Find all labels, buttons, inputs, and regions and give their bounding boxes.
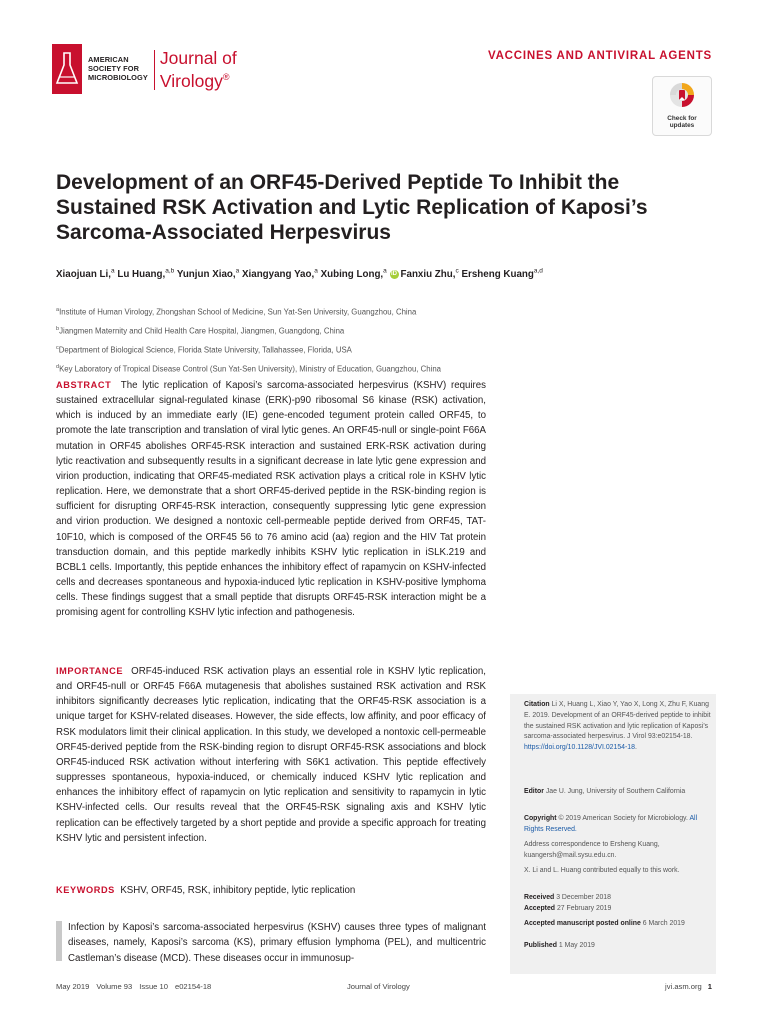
orcid-icon[interactable]: iD xyxy=(391,271,398,278)
keywords xyxy=(56,883,486,898)
intro-text: nfection by Kaposi’s sarcoma-associated herpesvirus (KSHV) causes three types of malignant diseases, namely, Kaposi’s sarcoma (KS), primary effusion lymphoma (PEL), and multicentric Castleman’s disease (MCD). These diseases occur in immunosup- xyxy=(68,922,486,964)
received-date: Received 3 December 2018 xyxy=(524,894,611,901)
editor: Editor Jae U. Jung, University of Southern California xyxy=(524,788,686,795)
society-name: AMERICAN SOCIETY FOR MICROBIOLOGY xyxy=(88,55,148,82)
journal-name: Journal of Virology® xyxy=(159,48,237,91)
footer-issue-info: May 2019 Volume 93 Issue 10 e02154-18 xyxy=(56,982,212,991)
author[interactable]: Yunjun Xiao,$^a$ xyxy=(176,268,240,281)
rights-link[interactable]: All Rights Reserved. xyxy=(524,815,698,833)
keywords-label: KEYWORDS xyxy=(56,885,115,895)
accepted-date: Accepted 27 February 2019 xyxy=(524,905,612,912)
affiliation: $^a$Institute of Human Virology, Zhongshan School of Medicine, Sun Yat-Sen University, Guangzhou, China xyxy=(56,307,417,317)
page-number: 1 xyxy=(707,982,712,991)
site-link[interactable]: jvi.asm.org xyxy=(665,982,702,991)
dropcap xyxy=(56,921,62,961)
introduction xyxy=(56,920,486,966)
footer-site xyxy=(665,982,712,991)
citation-sidebar xyxy=(510,694,716,974)
published-date: Published 1 May 2019 xyxy=(524,942,595,949)
check-for-updates-button[interactable] xyxy=(652,76,712,136)
affiliation: $^c$Department of Biological Science, Florida State University, Tallahassee, Florida, USA xyxy=(56,345,352,355)
abstract-label: ABSTRACT xyxy=(56,380,112,390)
author[interactable]: Lu Huang,$^{a,b}$ xyxy=(117,268,175,281)
journal-logo xyxy=(52,44,252,100)
check-updates-label: Check for updates xyxy=(667,115,697,129)
doi-link[interactable]: https://doi.org/10.1128/JVI.02154-18 xyxy=(524,744,635,752)
abstract xyxy=(56,378,486,621)
affiliation: $^d$Key Laboratory of Tropical Disease Control (Sun Yat-Sen University), Ministry of Education, Guangzhou, China xyxy=(56,364,442,374)
author[interactable]: Ersheng Kuang$^{a,d}$ xyxy=(461,268,543,281)
asm-flask-icon xyxy=(52,44,82,94)
copyright: Copyright © 2019 American Society for Microbiology. All Rights Reserved. xyxy=(524,815,698,833)
article-title: Development of an ORF45-Derived Peptide To Inhibit the Sustained RSK Activation and Lytic Replication of Kaposi’s Sarcoma-Associated Herpesvirus xyxy=(56,171,648,244)
importance-label: IMPORTANCE xyxy=(56,666,124,676)
keywords-text: KSHV, ORF45, RSK, inhibitory peptide, lytic replication xyxy=(120,885,356,896)
author[interactable]: iD Fanxiu Zhu,$^c$ xyxy=(391,268,459,281)
dropcap-letter: I xyxy=(68,922,71,933)
author[interactable]: Xiaojuan Li,$^a$ xyxy=(56,268,115,281)
affiliation: $^b$Jiangmen Maternity and Child Health Care Hospital, Jiangmen, Guangdong, China xyxy=(56,326,345,336)
author[interactable]: Xubing Long,$^a$ xyxy=(320,268,387,281)
section-label: VACCINES AND ANTIVIRAL AGENTS xyxy=(487,50,712,62)
check-updates-icon xyxy=(669,82,695,108)
correspondence: Address correspondence to Ersheng Kuang, kuangersh@mail.sysu.edu.cn. xyxy=(524,841,660,859)
importance xyxy=(56,664,486,846)
author[interactable]: Xiangyang Yao,$^a$ xyxy=(241,268,318,281)
author-list xyxy=(56,268,736,280)
footer-journal: Journal of Virology xyxy=(347,982,410,991)
importance-text: ORF45-induced RSK activation plays an essential role in KSHV lytic replication, and ORF45-null or ORF45 F66A mutagenesis that abolishes sustained RSK activation and RSK inhibitors significantly decreases lytic replication, indicating that the ORF45-RSK association is a unique target for KSHV-related diseases. However, the side effects, low affinity, and poor efficacy of RSK modulators limit their clinical application. In this study, we developed a nontoxic cell-permeable ORF45-derived peptide from the RSK-binding region to disrupt ORF45-RSK associations and block ORF45-induced RSK activation without interfering with S6K1 activation. This peptide effectively suppresses spontaneous, hypoxia-induced, or chemically induced KSHV lytic replication and enhances the inhibitory effect of rapamycin on lytic replication and sensitivity to rapamycin in lytic KSHV-infected cells. Our results reveal that the ORF45-RSK signaling axis and KSHV lytic replication can be effectively targeted by a short peptide and provide a specific approach for treating KSHV lytic and persistent infection. xyxy=(56,666,486,844)
abstract-text: The lytic replication of Kaposi’s sarcoma-associated herpesvirus (KSHV) requires sustained extracellular signal-regulated kinase (ERK)-p90 ribosomal S6 kinase (RSK) activation, which is induced by an immediate early (IE) gene-encoded tegument protein called ORF45, to promote the late transcription and translation of viral lytic genes. An ORF45-null or single-point F66A mutation in ORF45 abolishes ORF45-RSK interaction and sustained ERK-RSK activation during lytic reactivation and subsequently results in a significant decrease in late lytic gene expression and virion production, indicating that ORF45-mediated RSK activation plays a critical role in KSHV lytic replication. Here, we demonstrate that a short ORF45-derived peptide in the RSK-binding region is sufficient for disrupting ORF45-RSK interaction, consequently suppressing lytic gene expression and virion production. We designed a nontoxic cell-permeable peptide derived from ORF45, TAT-10F10, which is composed of the ORF45 56 to 76 amino acid (aa) region and the HIV Tat protein transduction domain, and this peptide markedly inhibits KSHV lytic replication in iSLK.219 and BCBL1 cells. Importantly, this peptide enhances the inhibitory effect of rapamycin on KSHV-infected cells and decreases spontaneous and hypoxia-induced lytic replication in KSHV-positive lymphoma cells. These findings suggest that a small peptide that disrupts ORF45-RSK interaction might be a promising agent for controlling KSHV lytic infection and pathogenesis. xyxy=(56,380,486,619)
posted-online-date: Accepted manuscript posted online 6 March 2019 xyxy=(524,920,685,927)
citation: Citation Li X, Huang L, Xiao Y, Yao X, Long X, Zhu F, Kuang E. 2019. Development of an ORF45-derived peptide to inhibit the sustained RSK activation and lytic replication of Kaposi’s sarcoma-associated herpesvirus. J Virol 93:e02154-18. https://doi.org/10.1128/JVI.02154-18. xyxy=(524,701,711,752)
affiliations xyxy=(56,302,656,378)
contribution-note: X. Li and L. Huang contributed equally to this work. xyxy=(524,867,680,874)
